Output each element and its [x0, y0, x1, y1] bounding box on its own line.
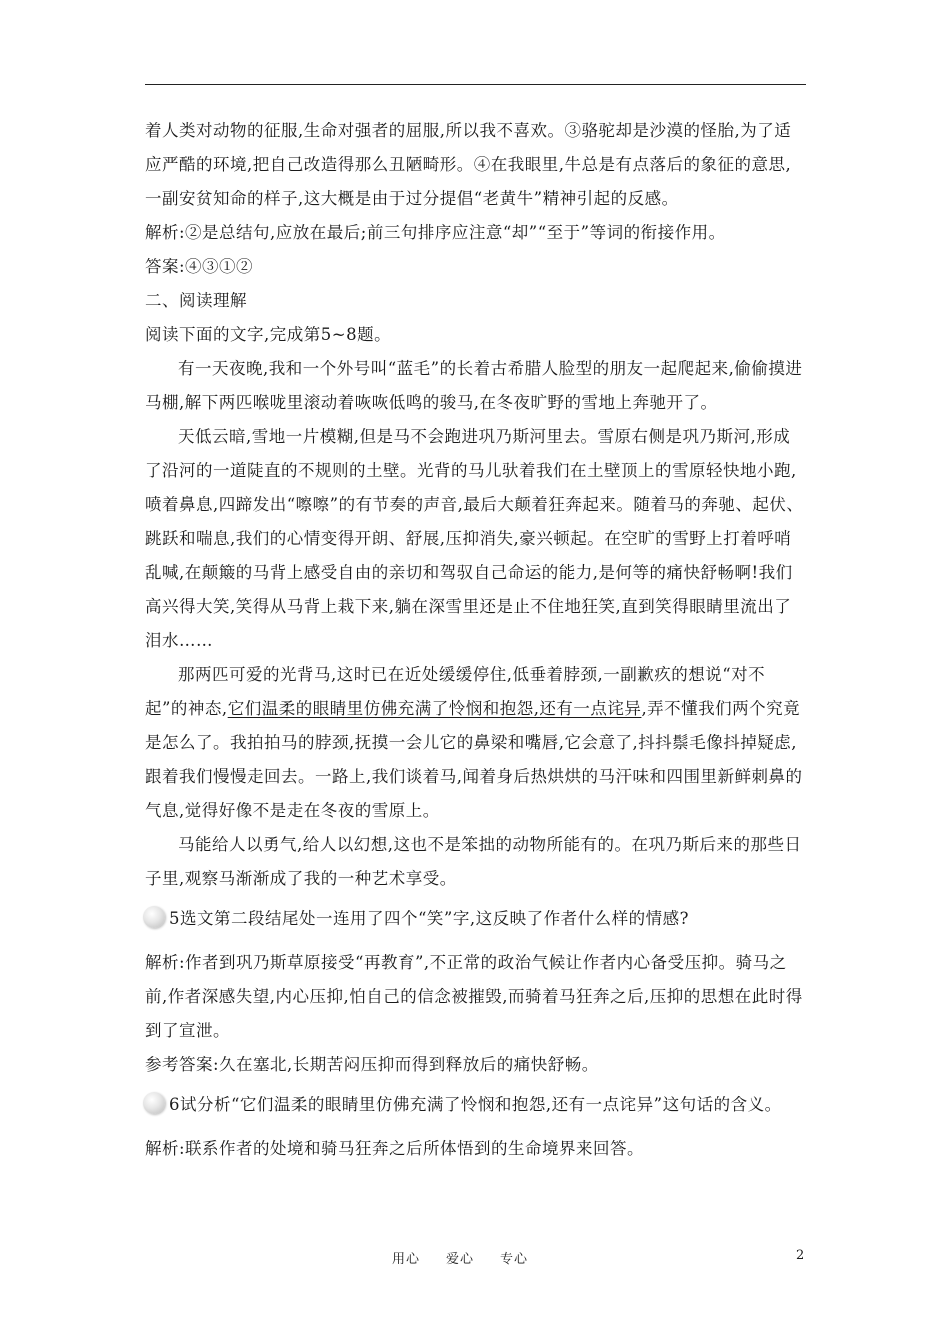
question-5-text: 5选文第二段结尾处一连用了四个“笑”字,这反映了作者什么样的情感? — [169, 909, 689, 928]
passage-paragraph-4: 马能给人以勇气,给人以幻想,这也不是笨拙的动物所能有的。在巩乃斯后来的那些日子里,观察马渐渐成了我的一种艺术享受。 — [145, 835, 802, 888]
footer-word: 专心 — [500, 1252, 529, 1267]
passage-paragraph-3 — [145, 658, 806, 828]
answer-1: 答案:④③①② — [145, 257, 254, 276]
p3-after: ,弄不懂我们两个究竟是怎么了。我拍拍马的脖颈,抚摸一会儿它的鼻梁和嘴唇,它会意了,抖抖鬃毛像抖掉疑虑,跟着我们慢慢走回去。一路上,我们谈着马,闻着身后热烘烘的马汗味和四围里新鲜刺鼻的气息,觉得好像不是走在冬夜的雪原上。 — [145, 699, 803, 820]
question-5-analysis: 解析:作者到巩乃斯草原接受“再教育”,不正常的政治气候让作者内心备受压抑。骑马之前,作者深感失望,内心压抑,怕自己的信念被摧毁,而骑着马狂奔之后,压抑的思想在此时得到了宣泄。 — [145, 953, 803, 1040]
page-footer — [0, 1248, 950, 1268]
continued-paragraph: 着人类对动物的征服,生命对强者的屈服,所以我不喜欢。③骆驼却是沙漠的怪胎,为了适应严酷的环境,把自己改造得那么丑陋畸形。④在我眼里,牛总是有点落后的象征的意思,一副安贫知命的样子,这大概是由于过分提倡“老黄牛”精神引起的反感。 — [145, 121, 792, 208]
p3-underlined-sentence: 它们温柔的眼睛里仿佛充满了怜悯和抱怨,还有一点诧异 — [227, 699, 642, 718]
question-bullet-icon — [143, 1092, 165, 1114]
question-6-text: 6试分析“它们温柔的眼睛里仿佛充满了怜悯和抱怨,还有一点诧异”这句话的含义。 — [169, 1095, 782, 1114]
header-rule — [145, 84, 806, 85]
p3-before: 那两匹可爱的光背马,这时已在近处缓缓停住,低垂着脖颈,一副歉疚的想说“对不起”的神态, — [145, 665, 766, 718]
page-content — [145, 114, 806, 1166]
passage-paragraph-1: 有一天夜晚,我和一个外号叫“蓝毛”的长着古希腊人脸型的朋友一起爬起来,偷偷摸进马棚,解下两匹喉咙里滚动着咴咴低鸣的骏马,在冬夜旷野的雪地上奔驰开了。 — [145, 359, 803, 412]
passage-paragraph-2: 天低云暗,雪地一片模糊,但是马不会跑进巩乃斯河里去。雪原右侧是巩乃斯河,形成了沿河的一道陡直的不规则的土壁。光背的马儿驮着我们在土壁顶上的雪原轻快地小跑,喷着鼻息,四蹄发出“嚓嚓”的有节奏的声音,最后大颠着狂奔起来。随着马的奔驰、起伏、跳跃和喘息,我们的心情变得开朗、舒展,压抑消失,豪兴顿起。在空旷的雪野上打着呼哨乱喊,在颠簸的马背上感受自由的亲切和驾驭自己命运的能力,是何等的痛快舒畅啊!我们高兴得大笑,笑得从马背上栽下来,躺在深雪里还是止不住地狂笑,直到笑得眼睛里流出了泪水…… — [145, 427, 804, 650]
question-bullet-icon — [143, 906, 165, 928]
question-5 — [145, 902, 806, 938]
analysis-1: 解析:②是总结句,应放在最后;前三句排序应注意“却”“至于”等词的衔接作用。 — [145, 223, 726, 242]
question-6 — [145, 1088, 806, 1124]
section-title: 二、阅读理解 — [145, 291, 247, 310]
question-6-analysis: 解析:联系作者的处境和骑马狂奔之后所体悟到的生命境界来回答。 — [145, 1139, 645, 1158]
page-number: 2 — [796, 1248, 805, 1263]
footer-motto — [392, 1248, 554, 1267]
footer-word: 用心 — [392, 1252, 421, 1267]
question-5-reference: 参考答案:久在塞北,长期苦闷压抑而得到释放后的痛快舒畅。 — [145, 1055, 599, 1074]
instruction: 阅读下面的文字,完成第5~8题。 — [145, 325, 392, 344]
footer-word: 爱心 — [446, 1252, 475, 1267]
